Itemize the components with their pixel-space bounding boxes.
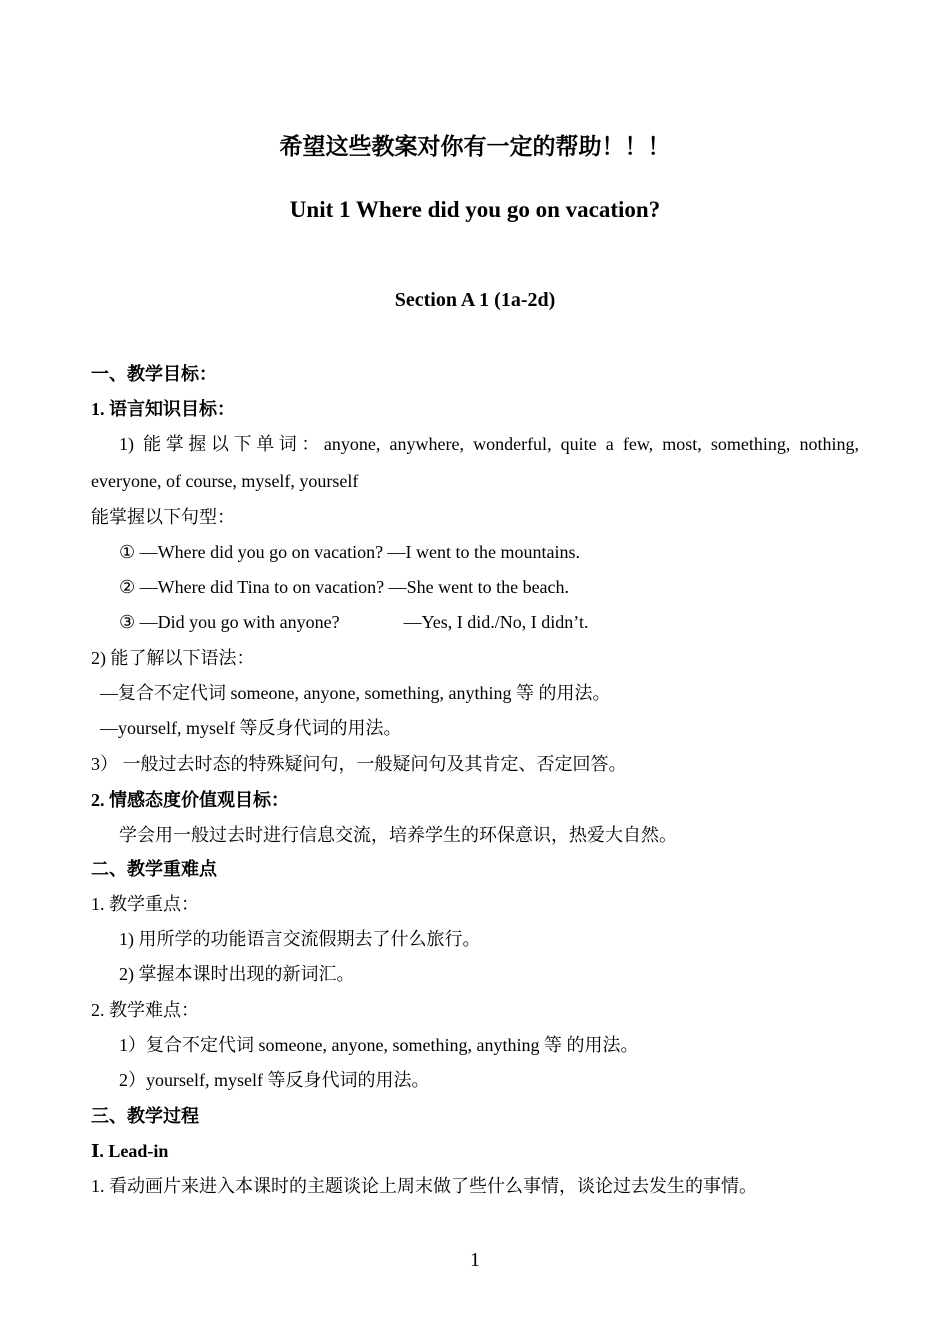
sentences-label: 能掌握以下句型： (91, 507, 235, 527)
grammar-item-3: 3） 一般过去时态的特殊疑问句，一般疑问句及其肯定、否定回答。 (91, 754, 627, 774)
vocabulary-line-1: 1) 能掌握以下单词：anyone, anywhere, wonderful, quite a few, most, something, nothing, (119, 434, 859, 454)
heading-attitude-values: 2. 情感态度价值观目标： (91, 790, 289, 810)
sentence-3-question: ③ —Did you go with anyone? (119, 612, 340, 632)
lead-in-heading: Ⅰ. Lead-in (91, 1141, 169, 1161)
heading-teaching-process: 三、教学过程 (91, 1106, 199, 1126)
page-number: 1 (470, 1249, 480, 1271)
sentence-3 (119, 610, 588, 634)
lead-in-step-1: 1. 看动画片来进入本课时的主题谈论上周末做了些什么事情，谈论过去发生的事情。 (91, 1176, 757, 1196)
difficult-point-1: 1）复合不定代词 someone, anyone, something, anything 等 的用法。 (119, 1035, 639, 1055)
key-point-2: 2) 掌握本课时出现的新词汇。 (119, 964, 355, 984)
attitude-text: 学会用一般过去时进行信息交流，培养学生的环保意识，热爱大自然。 (119, 825, 677, 845)
main-title: 希望这些教案对你有一定的帮助！！！ (279, 134, 671, 160)
section-title: Section A 1 (1a-2d) (394, 289, 556, 311)
vocabulary-line-2: everyone, of course, myself, yourself (91, 471, 359, 491)
heading-key-difficult-points: 二、教学重难点 (91, 859, 217, 879)
unit-title: Unit 1 Where did you go on vacation? (289, 197, 661, 222)
difficult-points-label: 2. 教学难点： (91, 1000, 199, 1020)
key-points-label: 1. 教学重点： (91, 894, 199, 914)
grammar-label: 2) 能了解以下语法： (91, 648, 255, 668)
key-point-1: 1) 用所学的功能语言交流假期去了什么旅行。 (119, 929, 481, 949)
sentence-1: ① —Where did you go on vacation? —I went to the mountains. (119, 542, 581, 562)
sentence-3-answer: —Yes, I did./No, I didn’t. (403, 612, 589, 632)
sentence-2: ② —Where did Tina to on vacation? —She went to the beach. (119, 577, 570, 597)
grammar-item-1: —复合不定代词 someone, anyone, something, anything 等 的用法。 (100, 683, 611, 703)
grammar-item-2: —yourself, myself 等反身代词的用法。 (100, 718, 402, 738)
heading-language-knowledge: 1. 语言知识目标： (91, 399, 235, 419)
difficult-point-2: 2）yourself, myself 等反身代词的用法。 (119, 1070, 430, 1090)
heading-teaching-objectives: 一、教学目标： (91, 364, 217, 384)
